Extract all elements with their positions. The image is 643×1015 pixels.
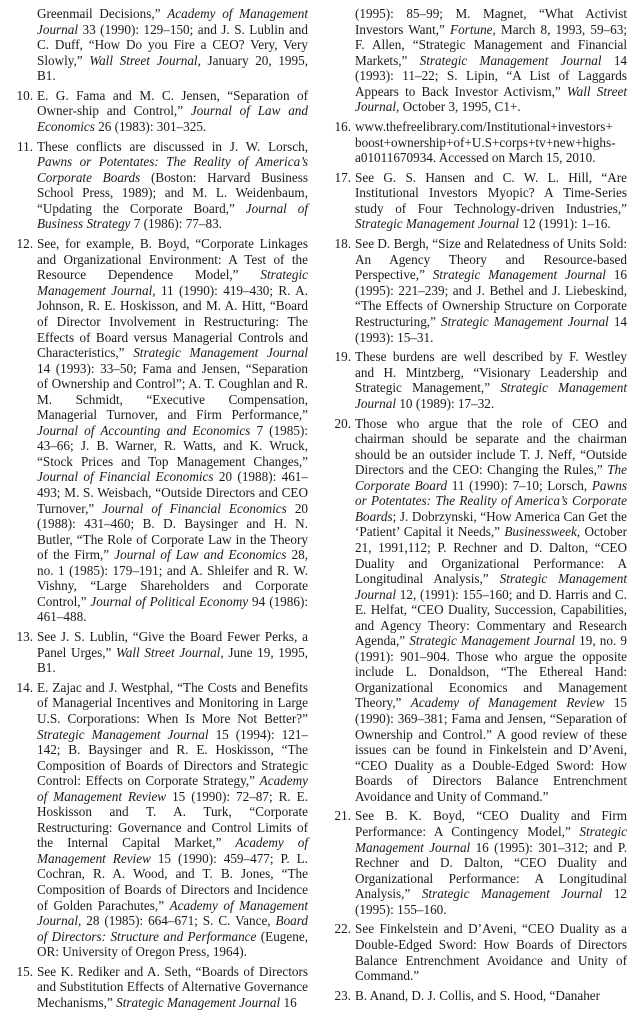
citation-text: 15 (1994): 121–142; B. Baysinger and R. E. Hoskisson, “The Composition of Boards of Directors and Strategic Control: Effects on Corporate Strategy,” (37, 726, 309, 789)
citation-text: 15 (1990): 72–87; R. E. Hoskisson and T. A. Turk, “Corporate Restructuring: Governance and Control Limits of the Internal Capital Market,” (37, 788, 308, 851)
citation-text: , 11 (1990): 419–430; R. A. Johnson, R. E. Hoskisson, and M. A. Hitt, “Board of Director Involvement in Restructuring: The Effects of Board versus Managerial Controls and Characteristics,” (37, 282, 309, 361)
citation-text: 20 (1988): 431–460; B. D. Baysinger and H. N. Butler, “The Role of Corporate Law in the Theory of the Firm,” (37, 500, 308, 563)
endnote-text (355, 808, 627, 916)
citation-text: See D. Bergh, “Size and Relatedness of Units Sold: An Agency Theory and Resource-based Perspective,” (355, 236, 627, 283)
citation-text: See Finkelstein and D’Aveni, “CEO Duality as a Double-Edged Sword: How Boards of Directors Balance Entrenchment Avoidance and Unity of Command.” (355, 921, 627, 984)
endnote (13, 139, 308, 232)
publication-title: Businessweek (504, 524, 577, 540)
endnote-number: 16. (334, 119, 351, 135)
citation-text: 16 (1995): 221–239; and J. Bethel and J. Liebeskind, “The Effects of Ownership Structure on Corporate Restructuring,” (355, 267, 628, 329)
publication-title: Journal of Financial Economics (102, 500, 287, 516)
publication-title: Board of Directors: Structure and Performance (37, 913, 308, 944)
citation-text: 14 (1993): 11–22; S. Lipin, “A List of Laggards Appears to Back Investor Activism,” (355, 52, 628, 99)
endnote-number: 17. (334, 169, 351, 185)
citation-text: See K. Rediker and A. Seth, “Boards of Directors and Substitution Effects of Alternative Governance Mechanisms,” (37, 963, 308, 1011)
publication-title: Academy of Management Review (37, 835, 308, 866)
citation-text: 12 (1995): 155–160. (355, 886, 628, 917)
publication-title: Journal of Business Strategy (37, 200, 308, 232)
publication-title: Strategic Management Journal (133, 345, 309, 361)
endnote-continuation (331, 6, 627, 115)
citation-text: Greenmail Decisions,” (37, 6, 168, 21)
publication-title: Wall Street Journal (355, 83, 627, 115)
endnote-text (355, 988, 600, 1003)
citation-text: See J. S. Lublin, “Give the Board Fewer Perks, a Panel Urges,” (37, 629, 308, 660)
publication-title: Journal of Financial Economics (37, 469, 214, 485)
endnote (331, 988, 627, 1004)
publication-title: Strategic Management Journal (355, 216, 520, 232)
publication-title: Academy of Management Review (37, 773, 308, 804)
publication-title: Journal of Law and Economics (37, 103, 308, 135)
citation-text: 33 (1990): 129–150; and J. S. Lublin and C. Duff, “How Do you Fire a CEO? Very, Very Slowly,” (37, 21, 308, 68)
publication-title: Academy of Management Review (410, 695, 605, 711)
endnote-number: 22. (334, 921, 351, 937)
endnote-number: 15. (16, 963, 33, 979)
endnote (331, 921, 627, 983)
publication-title: Strategic Management Journal (409, 633, 576, 649)
publication-title: Strategic Management Journal (355, 571, 627, 602)
citation-text: 16 (1995): 301–312; and P. Rechner and D. Dalton, “CEO Duality and Organizational Performance: A Longitudinal Analysis,” (355, 839, 627, 902)
endnote (13, 629, 308, 676)
citation-text: (Eugene, OR: University of Oregon Press, 1964). (37, 928, 308, 960)
publication-title: Strategic Management Journal (37, 267, 308, 298)
endnote-number: 11. (17, 138, 33, 154)
publication-title: Strategic Management Journal (432, 267, 606, 283)
endnote-text (37, 680, 308, 959)
publication-title: Strategic Management Journal (441, 313, 609, 329)
publication-title: Journal of Law and Economics (114, 547, 287, 563)
publication-title: Academy of Management Journal (37, 897, 308, 929)
endnote-number: 20. (334, 415, 351, 431)
publication-title: Strategic Management Journal (419, 52, 602, 68)
endnote-number: 13. (16, 629, 33, 645)
citation-text: www.thefreelibrary.com/Institutional+investors+ boost+ownership+of+U.S+corps+tv+new+highs- a01011670934. Accessed on March 15, 2010. (355, 119, 616, 166)
citation-text: See B. K. Boyd, “CEO Duality and Firm Performance: A Contingency Model,” (355, 808, 627, 840)
endnote (13, 964, 308, 1011)
citation-text: 26 (1983): 301–325. (94, 119, 207, 135)
endnote (13, 680, 308, 960)
right-column (331, 6, 627, 1008)
publication-title: Strategic Management Journal (116, 995, 281, 1011)
citation-text: 94 (1986): 461–488. (37, 593, 309, 625)
citation-text: 28, no. 1 (1985): 179–191; and A. Shleifer and R. W. Vishny, “Large Shareholders and Corporate Control,” (37, 547, 309, 609)
publication-title: Wall Street Journal (89, 52, 198, 68)
endnote-continuation (13, 6, 308, 84)
citation-text: ; J. Dobrzynski, “How America Can Get the ‘Patient’ Capital it Needs,” (355, 508, 627, 540)
endnote-text (355, 236, 627, 344)
endnote (331, 808, 627, 917)
endnote-text (37, 236, 308, 624)
citation-text: 15 (1990): 369–381; Fama and Jensen, “Separation of Ownership and Control.” A good review of these issues can be found in Finkelstein and D’Aveni, “CEO Duality as a Double-Edged Sword: How Boards of Directors Balance Entrenchment Avoidance and Unity of Command.” (355, 695, 628, 804)
endnote-number: 23. (334, 987, 351, 1003)
publication-title: Pawns or Potentates: The Reality of America’s Corporate Boards (355, 477, 627, 524)
publication-title: Strategic Management Journal (355, 824, 627, 855)
citation-text: 20 (1988): 461–493; M. S. Weisbach, “Outside Directors and CEO Turnover,” (37, 469, 308, 516)
endnote-text (37, 88, 308, 134)
citation-text: , January 20, 1995, B1. (37, 52, 308, 84)
citation-text: These conflicts are discussed in J. W. Lorsch, (37, 138, 308, 154)
endnote-number: 21. (334, 808, 351, 824)
citation-text: E. Zajac and J. Westphal, “The Costs and Benefits of Managerial Incentives and Monitoring in Large U.S. Corporations: When Is More Not Better?” (37, 679, 308, 726)
endnote (331, 119, 627, 166)
citation-text: 14 (1993): 15–31. (355, 313, 628, 345)
citation-text: 12, (1991): 155–160; and D. Harris and C. E. Helfat, “CEO Duality, Succession, Capabilities, and Agency Theory: Commentary and Research Agenda,” (355, 586, 627, 649)
citation-text: 10 (1989): 17–32. (396, 395, 495, 411)
citation-text: 12 (1991): 1–16. (519, 216, 611, 232)
endnote-text (355, 349, 627, 411)
endnote-text (37, 629, 308, 675)
publication-title: Journal of Accounting and Economics (37, 422, 251, 438)
citation-text: (Boston: Harvard Business School Press, 1989); and M. L. Weidenbaum, “Updating the Corporate Board,” (37, 169, 308, 216)
endnote (331, 416, 627, 805)
citation-text: See G. S. Hansen and C. W. L. Hill, “Are Institutional Investors Myopic? A Time-Series study of Four Technology-driven Industries,” (355, 169, 627, 216)
endnote-text (355, 170, 627, 232)
citation-text: Those who argue that the role of CEO and chairman should be separate and the chairman should be an outsider include T. J. Neff, “Outside Directors and the CEO: Changing the Rules,” (355, 415, 627, 478)
publication-title: Strategic Management Journal (37, 726, 209, 742)
endnote (331, 236, 627, 345)
citation-text: 7 (1985): 43–66; J. B. Warner, R. Watts, and K. Wruck, “Stock Prices and Top Management Changes,” (37, 422, 309, 469)
publication-title: Strategic Management Journal (421, 886, 603, 902)
endnote-number: 12. (16, 236, 33, 252)
endnote (331, 349, 627, 411)
citation-text: 14 (1993): 33–50; Fama and Jensen, “Separation of Ownership and Control”; A. T. Coughlan and R. M. Schmidt, “Executive Compensation, Managerial Turnover, and Firm Performance,” (37, 360, 308, 423)
citation-text: These burdens are well described by F. Westley and H. Mintzberg, “Visionary Leadership and Strategic Management,” (355, 349, 627, 396)
endnote (331, 170, 627, 232)
endnote (13, 236, 308, 625)
citation-text: , 28 (1985): 664–671; S. C. Vance, (78, 913, 276, 929)
publication-title: Journal of Political Economy (90, 593, 249, 609)
endnote-number: 19. (334, 349, 351, 365)
endnote-text (37, 139, 308, 232)
citation-text: See, for example, B. Boyd, “Corporate Linkages and Organizational Environment: A Test of the Resource Dependence Model,” (37, 236, 308, 283)
citation-text: B. Anand, D. J. Collis, and S. Hood, “Danaher (355, 987, 601, 1003)
citation-text: , March 8, 1993, 59–63; F. Allen, “Strategic Management and Financial Markets,” (355, 21, 627, 68)
citation-text: 15 (1990): 459–477; P. L. Cochran, R. A. Wood, and T. B. Jones, “The Composition of Boards of Directors and Incidence of Golden Parachutes,” (37, 850, 308, 913)
endnote-text (37, 6, 308, 83)
publication-title: Academy of Management Journal (37, 6, 308, 37)
citation-text: 16 (280, 995, 297, 1011)
publication-title: Pawns or Potentates: The Reality of America’s Corporate Boards (37, 154, 308, 185)
publication-title: Fortune (450, 21, 493, 37)
citation-text: (1995): 85–99; M. Magnet, “What Activist Investors Want,” (355, 6, 627, 37)
publication-title: The Corporate Board (355, 462, 627, 493)
citation-text: , October 21, 1991,112; P. Rechner and D. Dalton, “CEO Duality and Organizational Performance: A Longitudinal Analysis,” (355, 524, 627, 587)
publication-title: Wall Street Journal (116, 644, 221, 660)
endnote-text (37, 964, 308, 1010)
endnote-number: 14. (16, 679, 33, 695)
endnote-text (355, 921, 627, 983)
citation-text: E. G. Fama and M. C. Jensen, “Separation of Owner-ship and Control,” (37, 87, 308, 119)
citation-text: 19, no. 9 (1991): 901–904. Those who argue the opposite include L. Donaldson, “The Ethereal Hand: Organizational Economics and Management Theory,” (355, 633, 628, 711)
endnote-text (355, 6, 627, 114)
publication-title: Strategic Management Journal (355, 380, 627, 411)
endnote-text (355, 416, 627, 804)
left-column (13, 6, 308, 1015)
endnote-number: 10. (16, 87, 33, 103)
citation-text: 7 (1986): 77–83. (130, 216, 222, 232)
citation-text: 11 (1990): 7–10; Lorsch, (447, 477, 592, 493)
citation-text: , June 19, 1995, B1. (37, 644, 308, 676)
endnote-text (355, 119, 615, 165)
endnote (13, 88, 308, 135)
endnote-number: 18. (334, 236, 351, 252)
citation-text: , October 3, 1995, C1+. (396, 99, 521, 115)
